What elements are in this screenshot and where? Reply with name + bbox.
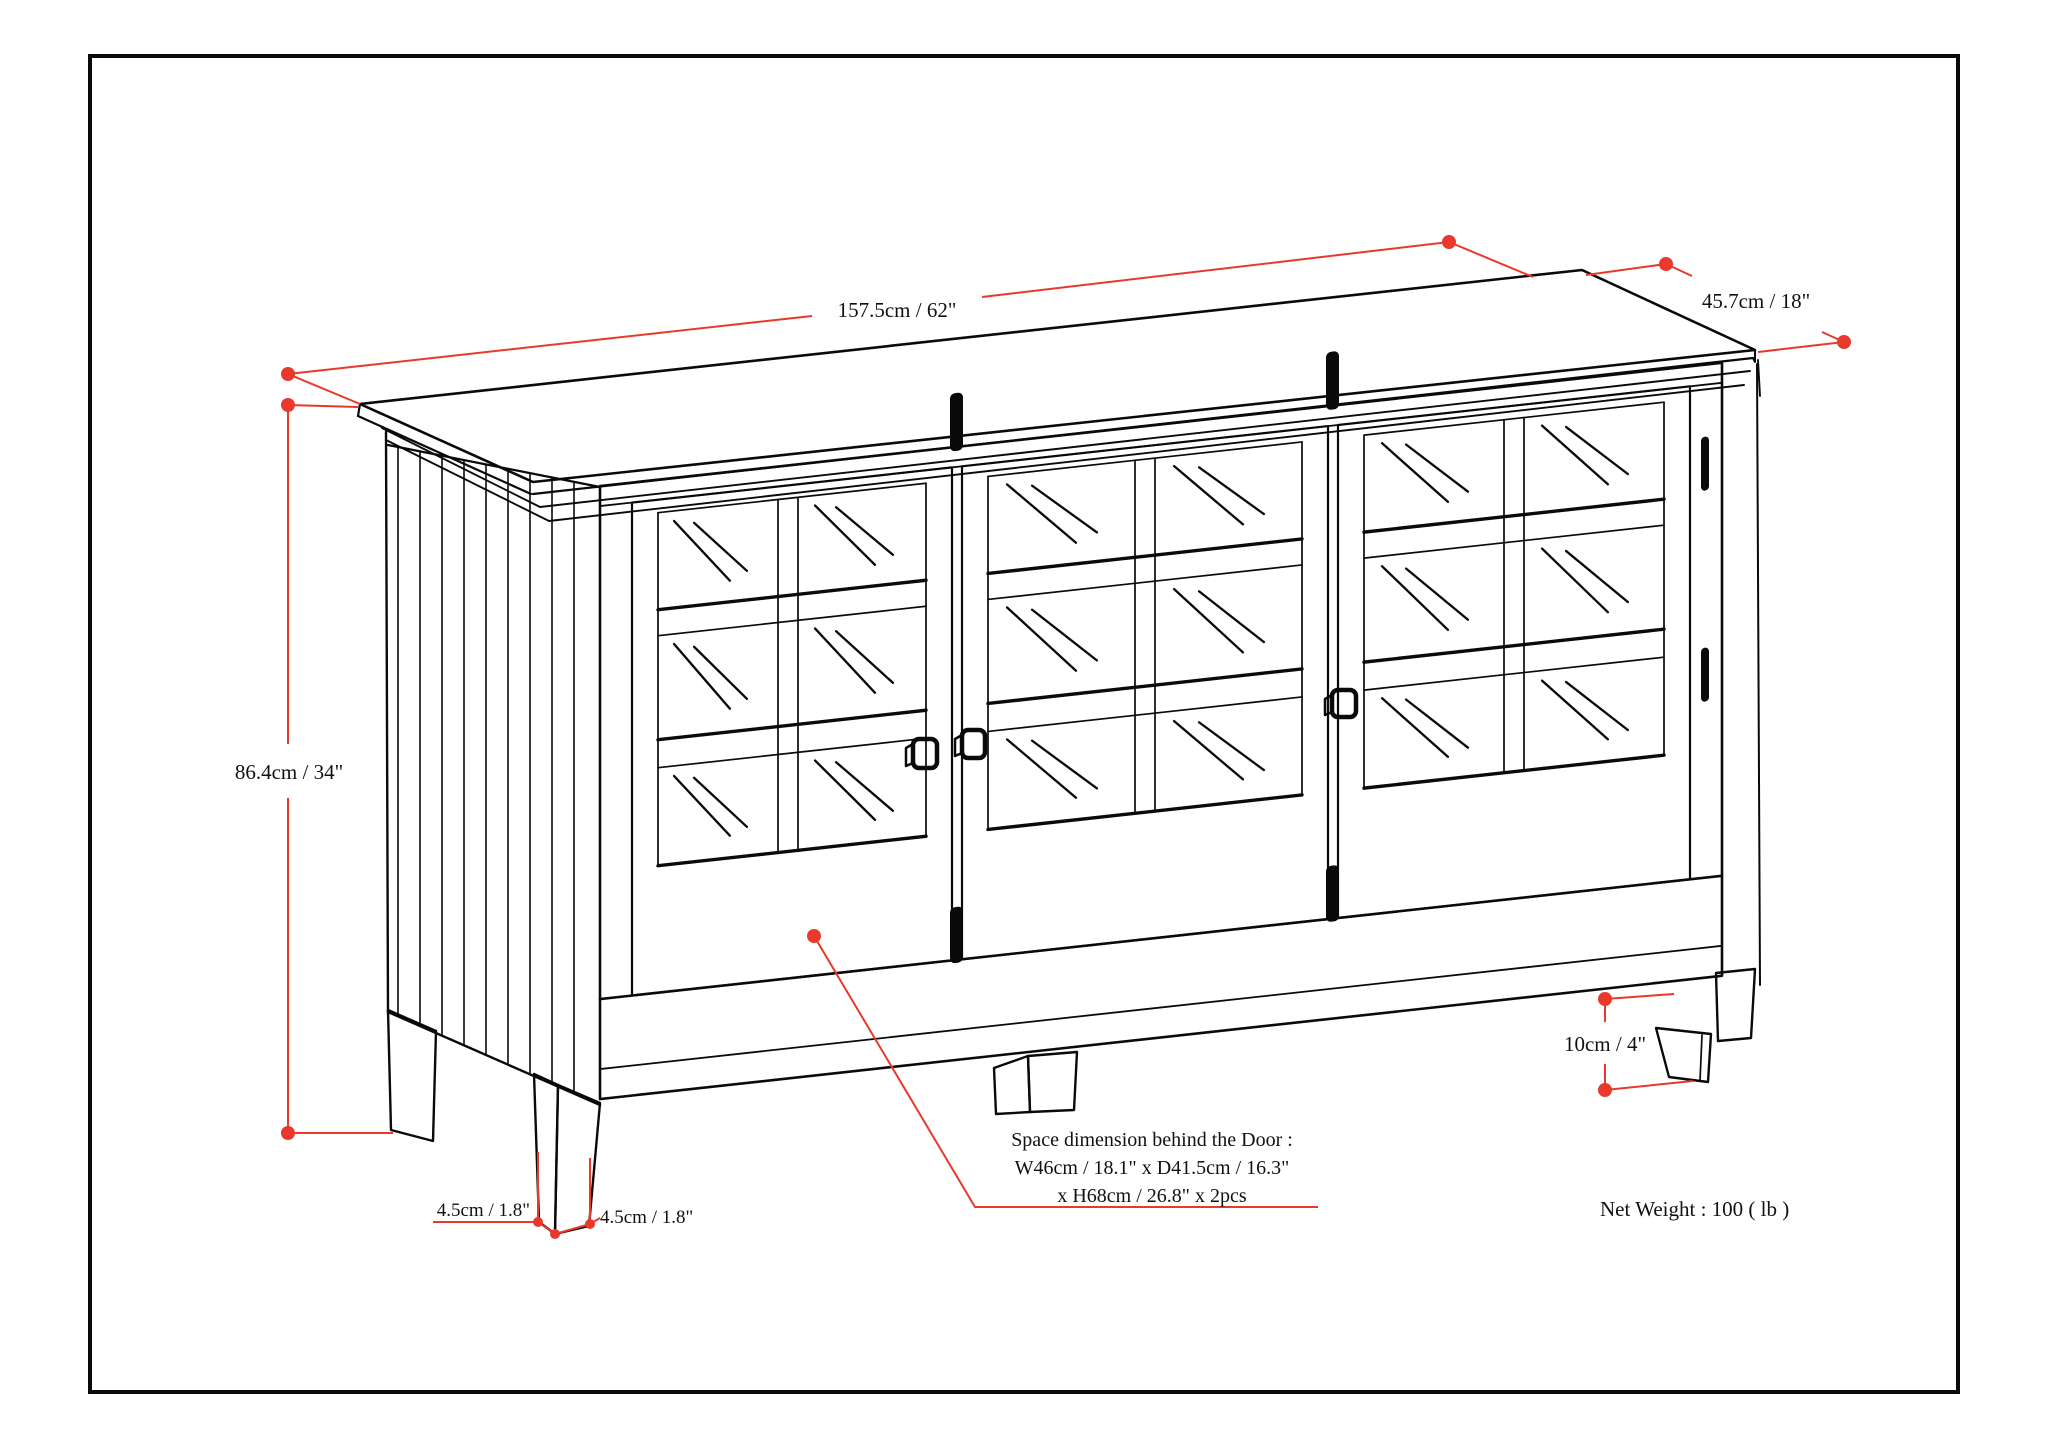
cabinet-left-panel — [386, 432, 600, 1105]
leg-front-right — [1656, 1028, 1711, 1082]
leg-width-right-label: 4.5cm / 1.8" — [600, 1207, 694, 1228]
height-dimension-label: 86.4cm / 34" — [234, 760, 344, 784]
door-3 — [1338, 386, 1690, 918]
glass-reflection-lines — [1382, 416, 1628, 764]
leg-back-right — [1716, 969, 1755, 1041]
depth-dimension-label: 45.7cm / 18" — [1701, 289, 1811, 313]
dimension-leg-width — [433, 1152, 600, 1239]
door-space-annotation — [1011, 1129, 1293, 1207]
door-1 — [632, 467, 952, 995]
leg-width-left-label: 4.5cm / 1.8" — [436, 1200, 530, 1221]
cabinet-drawing — [358, 270, 1760, 1234]
door-space-line2: W46cm / 18.1" x D41.5cm / 16.3" — [1014, 1157, 1290, 1179]
side-slats — [398, 447, 574, 1094]
door-space-line3: x H68cm / 26.8" x 2pcs — [1057, 1185, 1247, 1207]
leg-height-dimension-label: 10cm / 4" — [1563, 1032, 1647, 1056]
border-frame — [90, 56, 1958, 1392]
door-space-line1: Space dimension behind the Door : — [1011, 1129, 1293, 1151]
center-foot — [994, 1052, 1077, 1114]
net-weight-label: Net Weight : 100 ( lb ) — [1600, 1197, 1790, 1221]
glass-reflection-lines — [674, 497, 893, 842]
top-moulding — [382, 360, 1760, 521]
right-back-edge — [1757, 364, 1760, 985]
width-dimension-label: 157.5cm / 62" — [837, 298, 957, 322]
door-2 — [962, 426, 1328, 959]
door-handle-icon — [906, 690, 1356, 768]
cabinet-front-face — [600, 309, 1722, 1099]
